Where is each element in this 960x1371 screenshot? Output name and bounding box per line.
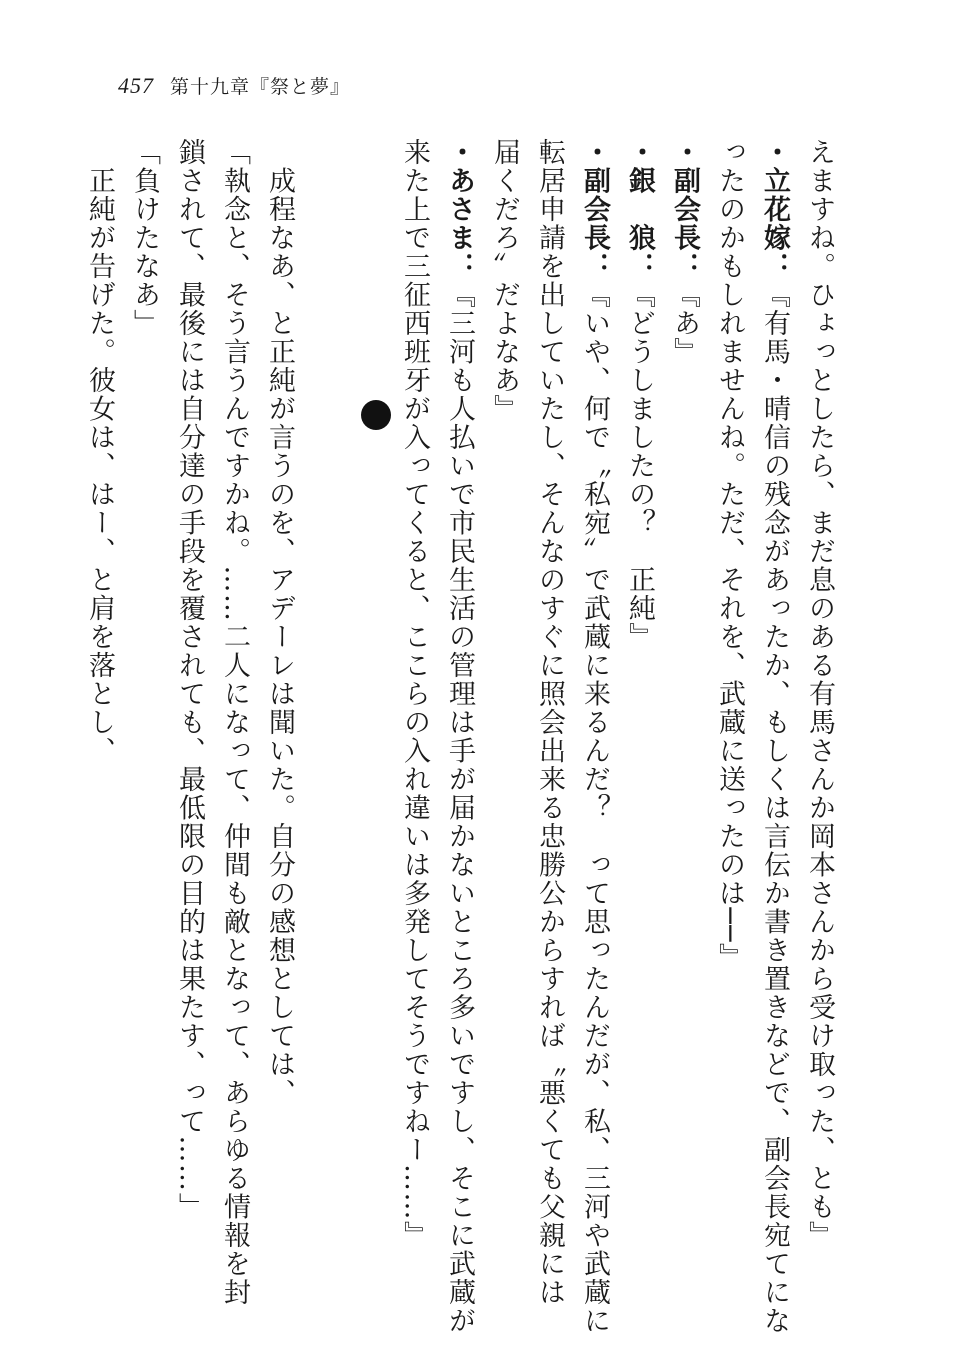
bullet-mark: ・ [579,138,610,167]
text-line [257,138,302,1328]
text-line [707,138,752,1328]
text-line [212,138,257,1328]
line-text: 転居申請を出していたし、そんなのすぐに照会出来る忠勝公からすれば〝悪くても父親には [534,138,565,1307]
line-text: えますね。ひょっとしたら、まだ息のある有馬さんか岡本さんから受け取った、とも』 [804,138,835,1250]
page-number: 457 [118,73,154,98]
line-text: 「執念と、そう言うんですかね。……二人になって、仲間も敵となって、あらゆる情報を封 [219,138,250,1307]
line-text: ったのかもしれませんね。ただ、それを、武蔵に送ったのは──』 [714,138,745,972]
speaker-name: 銀 狼 [624,166,655,252]
dialogue-line [662,138,707,1328]
line-text: 正純が告げた。彼女は、はー、と肩を落とし、 [84,138,115,765]
speaker-separator: ： [669,252,700,281]
speaker-separator: ： [624,252,655,281]
chapter-title: 第十九章『祭と夢』 [170,77,351,98]
text-line [122,138,167,1328]
speaker-separator: ： [444,252,475,281]
line-text: 『有馬・晴信の残念があったか、もしくは言伝か書き置きなどで、副会長宛てにな [759,280,790,1335]
text-line [527,138,572,1328]
line-text: 成程なあ、と正純が言うのを、アデーレは聞いた。自分の感想としては、 [264,138,295,1107]
line-text: 『三河も人払いで市民生活の管理は手が届かないところ多いですし、そこに武蔵が [444,280,475,1335]
text-line [77,138,122,1328]
blank-line [302,138,347,1328]
speaker-separator: ： [759,252,790,281]
bullet-mark: ・ [624,138,655,167]
line-text: 『どうしましたの？ 正純』 [624,280,655,651]
blank-line [347,138,392,1328]
line-text: 来た上で三征西班牙が入ってくると、ここらの入れ違いは多発してそうですねー……』 [399,138,430,1250]
dialogue-line [572,138,617,1335]
text-line [392,138,437,1328]
speaker-name: あさま [444,166,475,252]
dialogue-line [617,138,662,1328]
line-text: 『いや、何で〝私宛〟で武蔵に来るんだ？ って思ったんだが、私、三河や武蔵に [579,280,610,1335]
bullet-mark: ・ [444,138,475,167]
bullet-mark: ・ [759,138,790,167]
vertical-text-body [84,138,842,1335]
dialogue-line [752,138,797,1335]
bullet-mark: ・ [669,138,700,167]
speaker-name: 立花嫁 [759,166,790,252]
dialogue-line [437,138,482,1335]
speaker-name: 副会長 [579,166,610,252]
speaker-name: 副会長 [669,166,700,252]
speaker-separator: ： [579,252,610,281]
line-text: 鎖されて、最後には自分達の手段を覆されても、最低限の目的は果たす、って……」 [174,138,205,1221]
text-line [797,138,842,1328]
line-text: 「負けたなあ」 [129,138,160,338]
text-line [482,138,527,1328]
page-header [118,72,350,99]
line-text: 届くだろ〟だよなあ』 [489,138,520,423]
text-line [167,138,212,1328]
line-text: 『あ』 [669,280,700,366]
